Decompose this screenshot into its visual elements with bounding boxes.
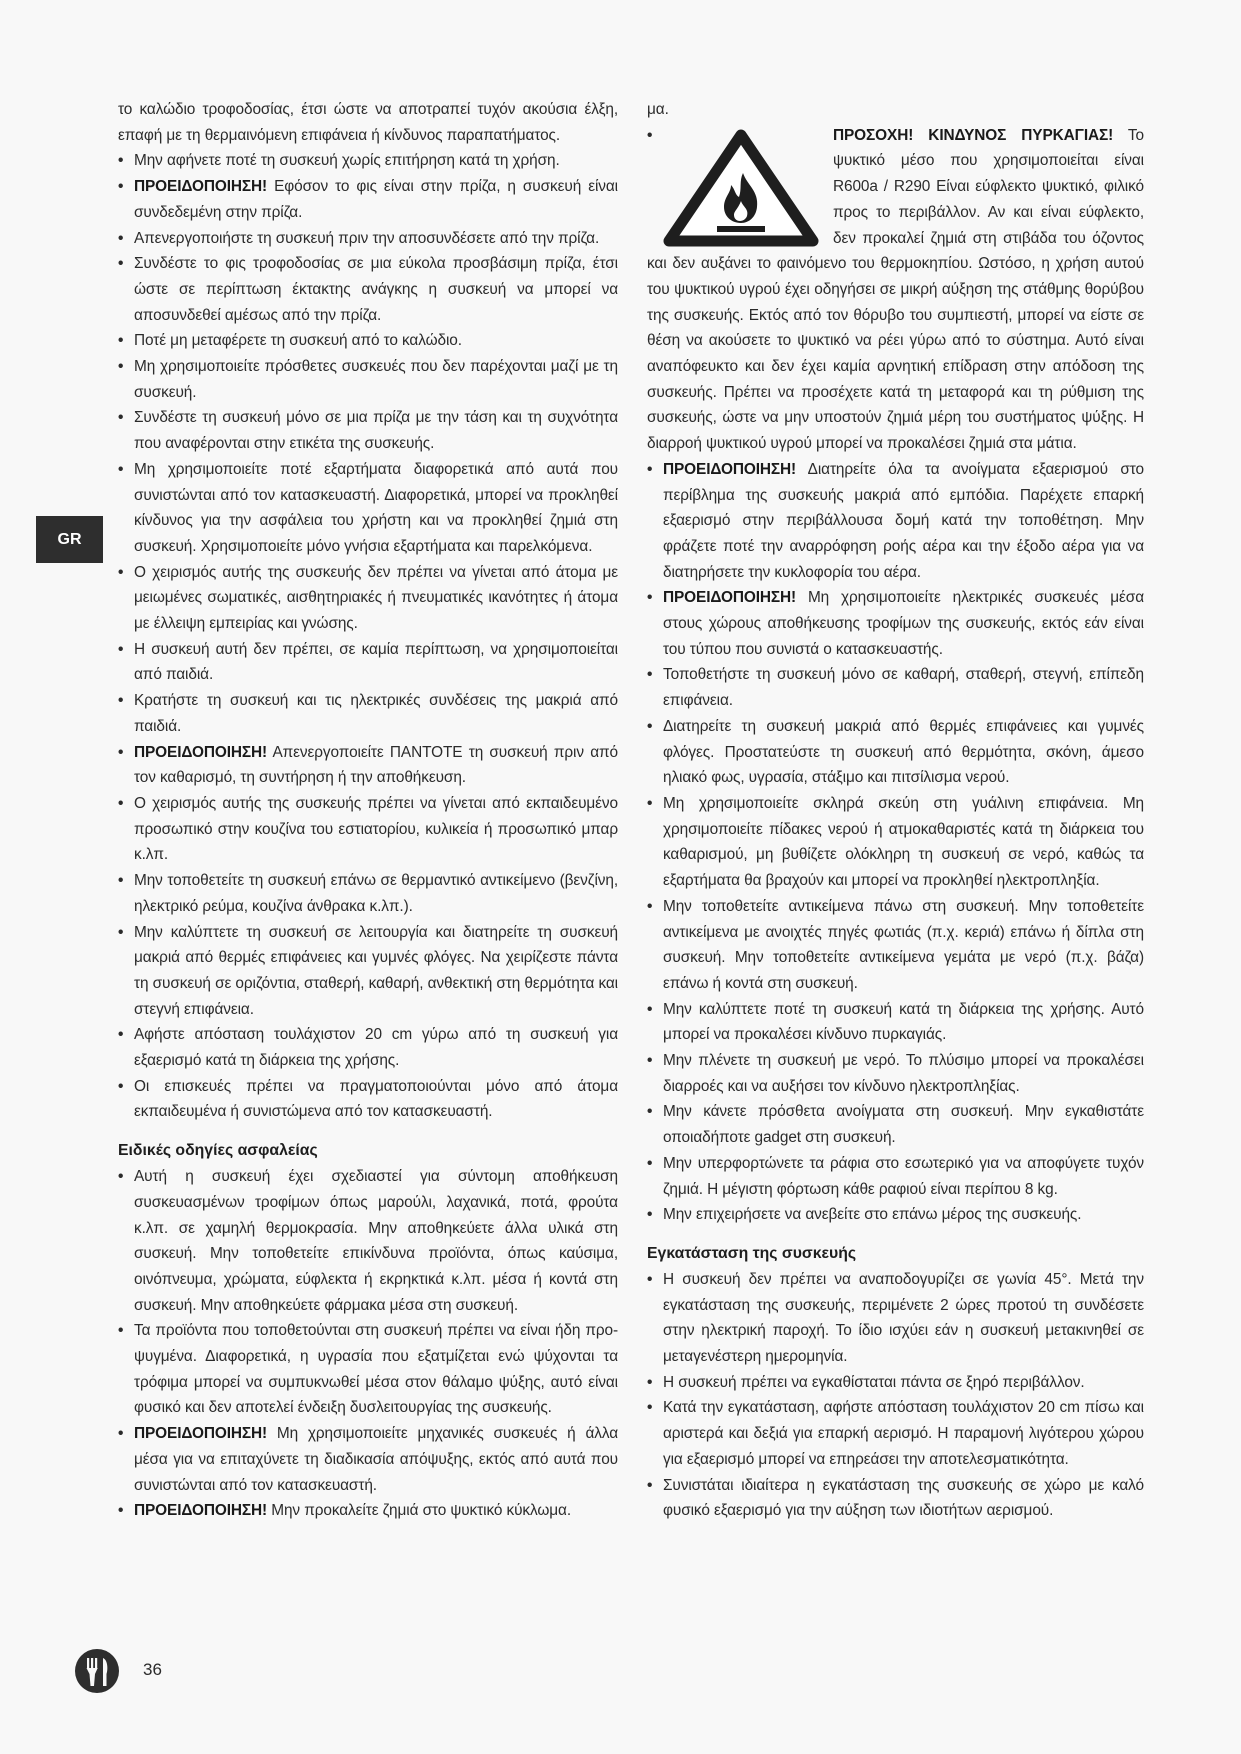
fire-warning-text: Το ψυκτικό μέσο που χρησιμοποιείται είναι R600a / R290 Είναι εύφλεκτο ψυκτικό, φιλικό προς το περιβάλλον. Αν και είναι εύφλεκτο, δεν προκαλεί ζημιά στη στιβάδα του όζοντος και δεν αυξάνει το φαινόμενο του θερμοκηπίου. Ωστόσο, η χρήση αυτού του ψυκτικού υγρού έχει οδηγήσει σε μικρή αύξηση της στάθμης θορύβου της συσκευής. Εκτός από τον θόρυβο του συμπιεστή, μπορεί να είστε σε θέση να ακούσετε το ψυκτικό να ρέει γύρω από το σύστημα. Αυτό είναι αναπόφευκτο και δεν έχει καμία αρνητική επίδραση στην απόδοση της συσκευής. Πρέπει να προσέχετε κατά τη μεταφορά και τη ρύθμιση της συσκευής, ώστε να μην υποστούν ζημιά μέρη του συστήματος ψύξης. Η διαρροή ψυκτικού υγρού μπορεί να προκαλέσει ζημιά στα μάτια. bbox=[647, 126, 1144, 453]
list-item bbox=[118, 688, 618, 739]
bullet: • bbox=[647, 1052, 653, 1070]
fire-hazard-icon bbox=[663, 127, 819, 247]
list-item bbox=[647, 1048, 1144, 1099]
item-text: Τοποθετήστε τη συσκευή μόνο σε καθαρή, σταθερή, στεγνή, επίπεδη επιφάνεια. bbox=[663, 666, 1144, 710]
special-safety-heading: Ειδικές οδηγίες ασφαλείας bbox=[118, 1142, 318, 1160]
right-column bbox=[647, 97, 1144, 1524]
fire-warning-label: ΠΡΟΣΟΧΗ! ΚΙΝΔΥΝΟΣ ΠΥΡΚΑΓΙΑΣ! bbox=[833, 126, 1114, 144]
item-text: Συνδέστε τη συσκευή μόνο σε μια πρίζα με την τάση και τη συχνότητα που αναφέρονται στην ετικέτα της συσκευής. bbox=[134, 409, 618, 453]
language-tab: GR bbox=[36, 516, 103, 563]
continued-text: μα. bbox=[647, 101, 669, 118]
bullet: • bbox=[647, 1206, 653, 1224]
list-item bbox=[647, 662, 1144, 713]
list-item bbox=[118, 354, 618, 405]
item-text: Μην κάνετε πρόσθετα ανοίγματα στη συσκευή. Μην εγκαθιστάτε οποιαδήποτε gadget στη συσκευή. bbox=[663, 1103, 1144, 1147]
item-text: Ο χειρισμός αυτής της συσκευής πρέπει να γίνεται από εκπαιδευμένο προσωπικό στην κουζίνα του εστιατορίου, κυλικεία ή προσωπικό μπαρ κ.λπ. bbox=[134, 794, 618, 864]
item-text: Η συσκευή δεν πρέπει να αναποδογυρίζει σε γωνία 45°. Μετά την εγκατάσταση της συσκευής, περιμένετε 2 ώρες προτού τη συνδέσετε στην ηλεκτρική παροχή. Το ίδιο ισχύει εάν η συσκευή μετακινηθεί σε μεταγενέστερη ημερομηνία. bbox=[663, 1270, 1144, 1366]
item-text: Μην προκαλείτε ζημιά στο ψυκτικό κύκλωμα. bbox=[267, 1502, 572, 1520]
list-item bbox=[118, 1074, 618, 1125]
item-text: Μην πλένετε τη συσκευή με νερό. Το πλύσιμο μπορεί να προκαλέσει διαρροές και να αυξήσει τον κίνδυνο ηλεκτροπληξίας. bbox=[663, 1052, 1144, 1095]
bullet: • bbox=[647, 1103, 653, 1121]
bullet: • bbox=[118, 640, 124, 658]
bullet: • bbox=[118, 1077, 124, 1095]
list-item bbox=[118, 868, 618, 919]
list-item bbox=[118, 1164, 618, 1318]
item-text: Αφήστε απόσταση τουλάχιστον 20 cm γύρω από τη συσκευή για εξαερισμό κατά τη διάρκεια της χρήσης. bbox=[134, 1026, 618, 1070]
list-item bbox=[118, 920, 618, 1023]
bullet: • bbox=[118, 178, 124, 196]
list-item bbox=[647, 585, 1144, 662]
item-text: Μην τοποθετείτε τη συσκευή επάνω σε θερμαντικό αντικείμενο (βενζίνη, ηλεκτρικό ρεύμα, κουζίνα άνθρακα κ.λπ.). bbox=[134, 872, 618, 915]
bullet: • bbox=[118, 255, 124, 273]
item-text: Μην υπερφορτώνετε τα ράφια στο εσωτερικό για να αποφύγετε τυχόν ζημιά. Η μέγιστη φόρτωση κάθε ραφιού είναι περίπου 8 kg. bbox=[663, 1154, 1144, 1198]
list-item bbox=[647, 1370, 1144, 1396]
list-item bbox=[118, 148, 618, 174]
list-item bbox=[647, 1473, 1144, 1524]
list-item bbox=[118, 791, 618, 868]
warning-label: ΠΡΟΕΙΔΟΠΟΙΗΣΗ! bbox=[134, 1425, 268, 1443]
fire-warning-item bbox=[647, 123, 1144, 457]
warning-label: ΠΡΟΕΙΔΟΠΟΙΗΣΗ! bbox=[663, 589, 797, 607]
item-text: Ποτέ μη μεταφέρετε τη συσκευή από το καλώδιο. bbox=[134, 332, 462, 350]
list-item bbox=[118, 1318, 618, 1421]
item-text: Απενεργοποιήστε τη συσκευή πριν την αποσυνδέσετε από την πρίζα. bbox=[134, 229, 600, 247]
item-text: Μη χρησιμοποιείτε ηλεκτρικές συσκευές μέσα στους χώρους αποθήκευσης τροφίμων της συσκευής, εκτός εάν είναι του τύπου που συνιστά ο κατασκευαστής. bbox=[663, 589, 1144, 658]
bullet: • bbox=[118, 1502, 124, 1520]
item-text: Αυτή η συσκευή έχει σχεδιαστεί για σύντομη αποθήκευση συσκευασμένων τροφίμων όπως μαρούλι, λαχανικά, ποτά, φρούτα κ.λπ. σε χαμηλή θερμοκρασία. Μην αποθηκεύετε άλλα υλικά στη συσκευή. Μην τοποθετείτε επικίνδυνα προϊόντα, όπως καύσιμα, οινόπνευμα, χρώματα, εύφλεκτα ή εκρηκτικά κ.λπ. μέσα ή κοντά στη συσκευή. Μην αποθηκεύετε φάρμακα μέσα στη συσκευή. bbox=[134, 1168, 618, 1314]
list-item bbox=[118, 740, 618, 791]
item-text: Εφόσον το φις είναι στην πρίζα, η συσκευή είναι συνδεδεμένη στην πρίζα. bbox=[134, 178, 618, 221]
bullet: • bbox=[118, 692, 124, 710]
item-text: Μη χρησιμοποιείτε πρόσθετες συσκευές που δεν παρέχονται μαζί με τη συσκευή. bbox=[134, 358, 618, 401]
item-text: Συνιστάται ιδιαίτερα η εγκατάσταση της συσκευής σε χώρο με καλό φυσικό εξαερισμό για την αύξηση των ιδιοτήτων αερισμού. bbox=[663, 1476, 1144, 1520]
item-text: Η συσκευή πρέπει να εγκαθίσταται πάντα σε ξηρό περιβάλλον. bbox=[663, 1373, 1085, 1391]
item-text: Μην αφήνετε ποτέ τη συσκευή χωρίς επιτήρηση κατά τη χρήση. bbox=[134, 152, 560, 170]
bullet: • bbox=[118, 1322, 124, 1340]
bullet: • bbox=[647, 1000, 653, 1018]
item-text: Μην επιχειρήσετε να ανεβείτε στο επάνω μέρος της συσκευής. bbox=[663, 1206, 1082, 1224]
installation-list bbox=[647, 1267, 1144, 1524]
bullet: • bbox=[118, 358, 124, 376]
installation-heading: Εγκατάσταση της συσκευής bbox=[647, 1244, 857, 1262]
bullet: • bbox=[118, 1168, 124, 1186]
warning-label: ΠΡΟΕΙΔΟΠΟΙΗΣΗ! bbox=[134, 743, 268, 761]
bullet: • bbox=[647, 1373, 653, 1391]
list-item bbox=[118, 328, 618, 354]
bullet: • bbox=[118, 229, 124, 247]
item-text: Η συσκευή αυτή δεν πρέπει, σε καμία περίπτωση, να χρησιμοποιείται από παιδιά. bbox=[134, 640, 618, 684]
bullet: • bbox=[118, 460, 124, 478]
bullet: • bbox=[118, 923, 124, 941]
list-item bbox=[118, 560, 618, 637]
item-text: Μη χρησιμοποιείτε σκληρά σκεύη στη γυάλινη επιφάνεια. Μη χρησιμοποιείτε πίδακες νερού ή ατμοκαθαριστές κατά τη διάρκεια του καθαρισμού, μη βυθίζετε ολόκληρη τη συσκευή σε νερό, καθώς τα εξαρτήματα θα βραχούν και μπορεί να προκληθεί ηλεκτροπληξία. bbox=[663, 794, 1144, 890]
bullet: • bbox=[118, 872, 124, 890]
list-item bbox=[118, 1498, 618, 1524]
list-item bbox=[118, 1421, 618, 1498]
item-text: Μη χρησιμοποιείτε μηχανικές συσκευές ή άλλα μέσα για να επιταχύνετε τη διαδικασία απόψυξης, εκτός από αυτά που συνιστώνται από τον κατασκευαστή. bbox=[134, 1425, 618, 1494]
list-item bbox=[647, 997, 1144, 1048]
bullet: • bbox=[647, 1399, 653, 1417]
item-text: Κρατήστε τη συσκευή και τις ηλεκτρικές συνδέσεις της μακριά από παιδιά. bbox=[134, 692, 618, 735]
left-column bbox=[118, 97, 618, 1524]
bullet: • bbox=[647, 126, 653, 144]
list-item bbox=[118, 457, 618, 560]
list-item bbox=[118, 637, 618, 688]
list-item bbox=[647, 1099, 1144, 1150]
bullet: • bbox=[647, 897, 653, 915]
special-safety-list bbox=[118, 1164, 618, 1524]
list-item bbox=[647, 1395, 1144, 1472]
item-text: Μην τοποθετείτε αντικείμενα πάνω στη συσκευή. Μην τοποθετείτε αντικείμενα με ανοιχτές πηγές φωτιάς (π.χ. κεριά) επάνω ή δίπλα στη συσκευή. Μην τοποθετείτε αντικείμενα γεμάτα με νερό (π.χ. βάζα) επάνω ή κοντά στη συσκευή. bbox=[663, 897, 1144, 992]
list-item bbox=[647, 894, 1144, 997]
item-text: Απενεργοποιείτε ΠΑΝΤΟΤΕ τη συσκευή πριν από τον καθαρισμό, τη συντήρηση ή την αποθήκευση. bbox=[134, 743, 618, 787]
bullet: • bbox=[647, 1476, 653, 1494]
list-item bbox=[118, 226, 618, 252]
intro-paragraph: το καλώδιο τροφοδοσίας, έτσι ώστε να αποτραπεί τυχόν ακούσια έλξη, επαφή με τη θερμαινόμενη επιφάνεια ή κίνδυνος παραπατήματος. bbox=[118, 101, 618, 144]
item-text: Διατηρείτε τη συσκευή μακριά από θερμές επιφάνειες και γυμνές φλόγες. Προστατεύστε τη συσκευή από θερμότητα, σκόνη, άμεσο ηλιακό φως, υγρασία, στάξιμο και πιτσίλισμα νερού. bbox=[663, 717, 1144, 787]
bullet: • bbox=[647, 666, 653, 684]
bullet: • bbox=[118, 152, 124, 170]
bullet: • bbox=[647, 460, 653, 478]
bullet: • bbox=[647, 794, 653, 812]
item-text: Μην καλύπτετε ποτέ τη συσκευή κατά τη διάρκεια της χρήσης. Αυτό μπορεί να προκαλέσει κίνδυνο πυρκαγιάς. bbox=[663, 1000, 1144, 1044]
warnings-list bbox=[647, 457, 1144, 1228]
cutlery-icon bbox=[74, 1648, 120, 1694]
list-item bbox=[118, 1022, 618, 1073]
bullet: • bbox=[647, 1154, 653, 1172]
bullet: • bbox=[118, 409, 124, 427]
bullet: • bbox=[118, 743, 124, 761]
item-text: Μην καλύπτετε τη συσκευή σε λειτουργία και διατηρείτε τη συσκευή μακριά από θερμές επιφάνειες και γυμνές φλόγες. Να χειρίζεστε πάντα τη συσκευή σε οριζόντια, σταθερή, καθαρή, ανθεκτική στη θερμότητα και στεγνή επιφάνεια. bbox=[134, 923, 618, 1018]
item-text: Κατά την εγκατάσταση, αφήστε απόσταση τουλάχιστον 20 cm πίσω και αριστερά και δεξιά για επαρκή αερισμό. Η παραμονή λιγότερου χώρου για εξαερισμό μπορεί να επηρεάσει την αποτελεσματικότητα. bbox=[663, 1399, 1144, 1468]
warning-label: ΠΡΟΕΙΔΟΠΟΙΗΣΗ! bbox=[663, 460, 797, 478]
warning-label: ΠΡΟΕΙΔΟΠΟΙΗΣΗ! bbox=[134, 178, 268, 196]
list-item bbox=[118, 251, 618, 328]
safety-list bbox=[118, 148, 618, 1125]
bullet: • bbox=[118, 794, 124, 812]
bullet: • bbox=[118, 1425, 124, 1443]
page-number: 36 bbox=[143, 1660, 162, 1679]
bullet: • bbox=[647, 1270, 653, 1288]
item-text: Ο χειρισμός αυτής της συσκευής δεν πρέπει να γίνεται από άτομα με μειωμένες σωματικές, αισθητηριακές ή πνευματικές ικανότητες ή άτομα με έλλειψη εμπειρίας και γνώσης. bbox=[134, 563, 618, 633]
list-item bbox=[118, 174, 618, 225]
item-text: Τα προϊόντα που τοποθετούνται στη συσκευή πρέπει να είναι ήδη προ-ψυγμένα. Διαφορετικά, η υγρασία που εξατμίζεται ενώ ψύχονται τα τρόφιμα μπορεί να συμπυκνωθεί μέσα στον θάλαμο ψύξης, αυτό είναι φυσικό και δεν αποτελεί ένδειξη δυσλειτουργίας της συσκευής. bbox=[134, 1322, 618, 1417]
bullet: • bbox=[118, 563, 124, 581]
item-text: Οι επισκευές πρέπει να πραγματοποιούνται μόνο από άτομα εκπαιδευμένα ή συνιστώμενα από τον κατασκευαστή. bbox=[134, 1077, 618, 1121]
item-text: Συνδέστε το φις τροφοδοσίας σε μια εύκολα προσβάσιμη πρίζα, έτσι ώστε σε περίπτωση έκτακτης ανάγκης η συσκευή να μπορεί να αποσυνδεθεί αμέσως από την πρίζα. bbox=[134, 255, 618, 324]
warning-label: ΠΡΟΕΙΔΟΠΟΙΗΣΗ! bbox=[134, 1502, 268, 1520]
bullet: • bbox=[647, 589, 653, 607]
item-text: Διατηρείτε όλα τα ανοίγματα εξαερισμού στο περίβλημα της συσκευής μακριά από εμπόδια. Παρέχετε επαρκή εξαερισμό στην περιβάλλουσα δομή κατά την τοποθέτηση. Μην φράζετε ποτέ την αναρρόφηση ροής αέρα και την έξοδο αέρα για να διατηρήσετε την κυκλοφορία του αέρα. bbox=[663, 460, 1144, 581]
list-item bbox=[118, 405, 618, 456]
bullet: • bbox=[647, 717, 653, 735]
list-item bbox=[647, 1151, 1144, 1202]
list-item bbox=[647, 791, 1144, 894]
list-item bbox=[647, 1267, 1144, 1370]
list-item bbox=[647, 1202, 1144, 1228]
list-item bbox=[647, 457, 1144, 586]
bullet: • bbox=[118, 332, 124, 350]
list-item bbox=[647, 714, 1144, 791]
item-text: Μη χρησιμοποιείτε ποτέ εξαρτήματα διαφορετικά από αυτά που συνιστώνται από τον κατασκευαστή. Διαφορετικά, μπορεί να προκληθεί κίνδυνος για την ασφάλεια του χρήστη και να προκληθεί ζημιά στη συσκευή. Χρησιμοποιείτε μόνο γνήσια εξαρτήματα και παρελκόμενα. bbox=[134, 460, 618, 555]
bullet: • bbox=[118, 1026, 124, 1044]
